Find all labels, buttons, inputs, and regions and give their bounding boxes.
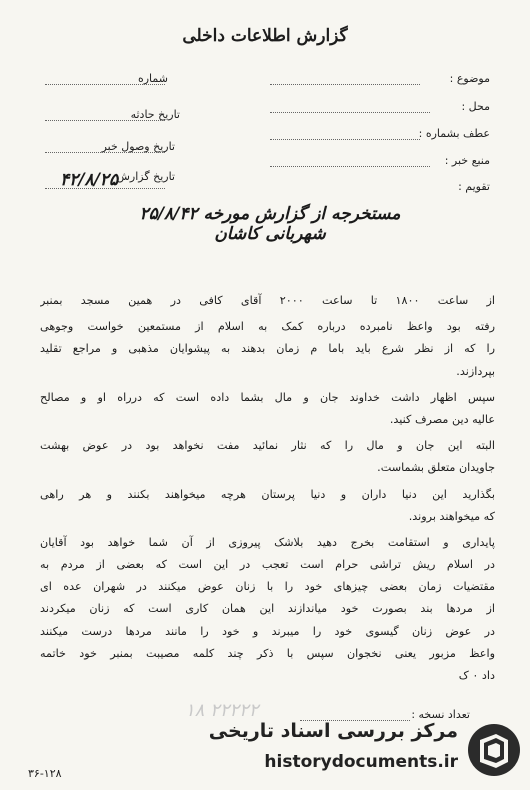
- evaluation-label: تقویم :: [458, 180, 490, 193]
- place-label: محل :: [461, 100, 490, 113]
- body-line: داد ۰ ک: [458, 669, 495, 682]
- body-line: سپس اظهار داشت خداوند جان و مال بشما داده است که درراه او و مصالح: [40, 390, 495, 404]
- copies-label: تعداد نسخه :: [411, 708, 470, 721]
- document-code: ۳۶-۱۲۸: [28, 767, 62, 780]
- body-line: واعظ مزبور یعنی نخجوان سپس با ذکر چند کلمه مصیبت بمنبر خود خاتمه: [40, 646, 495, 660]
- receipt-date-label: تاریخ وصول خبر: [101, 140, 175, 153]
- logo-name-en: historydocuments.ir: [264, 752, 458, 772]
- body-line: مقتضیات زمان بعضی چیزهای خود را با زنان عوض میکنند در شهران عده ای: [40, 580, 495, 594]
- body-line: عالیه دین مصرف کنید.: [389, 412, 495, 426]
- report-date-handwritten: ۴۲/۸/۲۵: [60, 170, 119, 190]
- body-line: در اسلام ریش تراشی حرام است تعجب در این است که بعضی از مردم به: [40, 558, 495, 572]
- place-dots: [270, 112, 430, 113]
- report-date-label: تاریخ گزارش: [116, 170, 175, 183]
- body-line: پایداری و استقامت بخرج دهید بلاشک پیروزی از آن شما خواهد بود آقایان: [40, 535, 495, 549]
- body-line: بپردازند.: [456, 364, 495, 378]
- archive-logo: [208, 718, 522, 780]
- archive-emblem-icon: [466, 722, 522, 778]
- body-line: که میخواهند بروند.: [408, 509, 495, 523]
- body-line: بگذارید این دنیا داران و دنیا پرستان هرچه میخواهند بکنند و هر راهی: [40, 487, 495, 501]
- body-line: در عوض زنان گیسوی خود را میبرند و خود را مانند مردها درست میکنند: [40, 624, 495, 638]
- page-title: گزارش اطلاعات داخلی: [182, 26, 348, 46]
- subject-dots: [270, 84, 420, 85]
- body-line: را که از نظر شرع باید باما م زمان بدهند به پیشوایان مذهبی و مراجع تقلید: [40, 342, 495, 356]
- report-body: [40, 290, 495, 687]
- number-dots: [45, 84, 165, 85]
- ref-number-dots: [270, 139, 420, 140]
- faint-stamp-number: ۱۸ ۲۲۲۲۲: [185, 700, 259, 721]
- news-source-label: منبع خبر :: [444, 154, 490, 167]
- receipt-date-dots: [45, 152, 165, 153]
- logo-name-fa: مرکز بررسی اسناد تاریخی: [208, 720, 458, 742]
- incident-date-dots: [45, 120, 165, 121]
- incident-date-label: تاریخ حادثه: [130, 108, 180, 121]
- handwritten-subject: مستخرجه از گزارش مورخه ۲۵/۸/۴۲ شهربانی کاشان: [139, 204, 401, 244]
- ref-number-label: عطف بشماره :: [418, 127, 490, 140]
- subject-label: موضوع :: [449, 72, 490, 85]
- news-source-dots: [270, 166, 430, 167]
- body-line: رفته بود واعظ نامبرده درباره کمک به اسلام از مستمعین خواست وجوهی: [40, 320, 495, 334]
- number-label: شماره: [137, 72, 168, 85]
- body-line: از ساعت ۱۸۰۰ تا ساعت ۲۰۰۰ آقای کافی در همین مسجد بمنبر: [40, 294, 495, 307]
- body-line: جاویدان متعلق بشماست.: [377, 461, 495, 475]
- body-line: البته این جان و مال را که نثار نمائید مفت نخواهد بود در عوض بهشت: [40, 439, 495, 453]
- body-line: از مردها بند بصورت خود میاندازند این همان کاری است که زنان میکردند: [40, 602, 495, 616]
